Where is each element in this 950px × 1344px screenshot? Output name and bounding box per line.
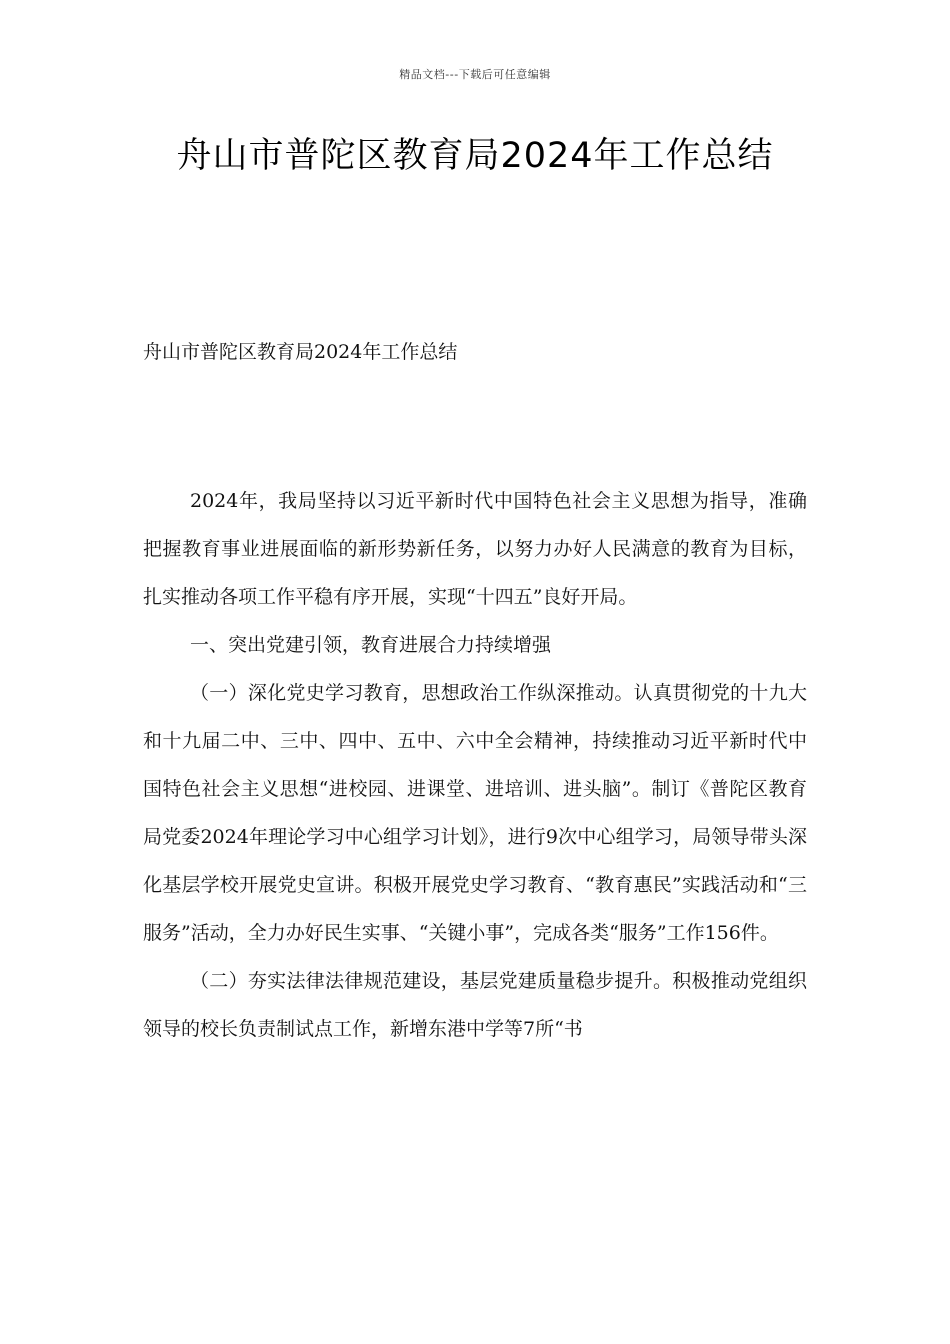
header-note: 精品文档---下载后可任意编辑 (399, 68, 551, 81)
paragraph-1-2: （二）夯实法律法律规范建设，基层党建质量稳步提升。积极推动党组织领导的校长负责制试点工作，新增东港中学等7所“书 (143, 970, 807, 1040)
document-title: 舟山市普陀区教育局2024年工作总结 (176, 136, 774, 176)
document-body (143, 477, 807, 1053)
document-subtitle: 舟山市普陀区教育局2024年工作总结 (143, 341, 458, 363)
section-heading-1: 一、突出党建引领，教育进展合力持续增强 (190, 634, 552, 656)
paragraph-1-1: （一）深化党史学习教育，思想政治工作纵深推动。认真贯彻党的十九大和十九届二中、三中、四中、五中、六中全会精神，持续推动习近平新时代中国特色社会主义思想“进校园、进课堂、进培训、进头脑”。制订《普陀区教育局党委2024年理论学习中心组学习计划》，进行9次中心组学习，局领导带头深化基层学校开展党史宣讲。积极开展党史学习教育、“教育惠民”实践活动和“三服务”活动，全力办好民生实事、“关键小事”，完成各类“服务”工作156件。 (143, 682, 807, 944)
intro-paragraph: 2024年，我局坚持以习近平新时代中国特色社会主义思想为指导，准确把握教育事业进展面临的新形势新任务，以努力办好人民满意的教育为目标，扎实推动各项工作平稳有序开展，实现“十四五”良好开局。 (143, 490, 807, 608)
